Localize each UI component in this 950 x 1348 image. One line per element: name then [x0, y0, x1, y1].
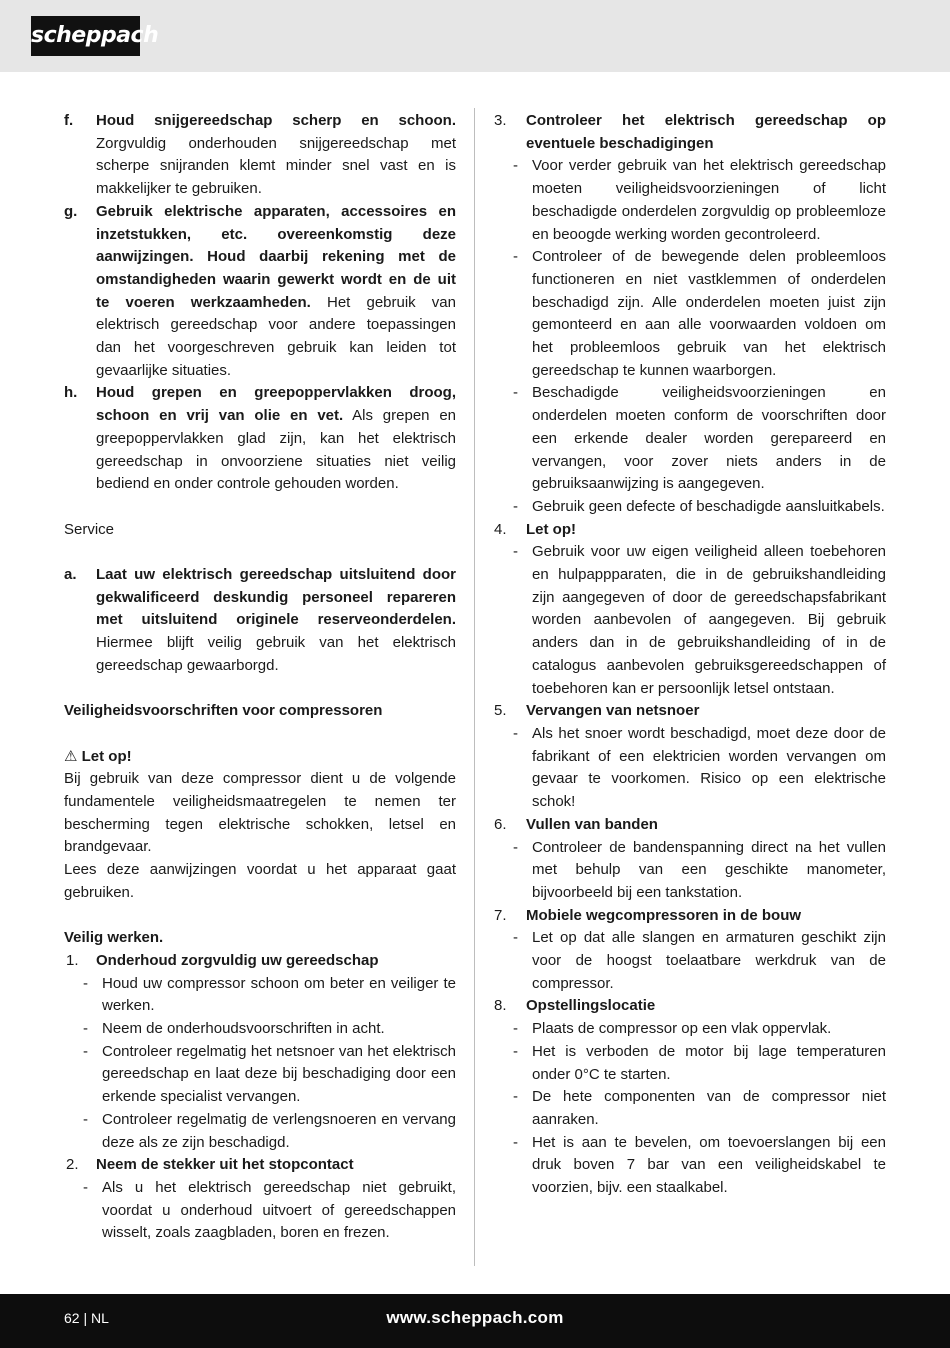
- item-text: Het gebruik van elektrisch gereedschap voor andere toepassingen dan het voorgeschreven gebruik kan leiden tot gevaarlijke situaties.: [96, 293, 456, 379]
- item-label: h.: [64, 384, 78, 402]
- scheppach-logo: scheppach: [31, 16, 140, 56]
- list-item-g: [64, 201, 456, 383]
- item-title: Let op!: [526, 520, 576, 538]
- item-title: Vullen van banden: [526, 815, 658, 833]
- dash-item: - De hete componenten van de compressor niet aanraken.: [513, 1088, 886, 1128]
- item-title: Vervangen van netsnoer: [526, 702, 700, 720]
- dash-item: - Het is verboden de motor bij lage temperaturen onder 0°C te starten.: [513, 1042, 886, 1083]
- item-number: 2.: [66, 1156, 79, 1174]
- dash-item: - Controleer regelmatig de verlengsnoeren en vervang deze als ze zijn beschadigd.: [83, 1110, 456, 1151]
- instruction-paragraph: Lees deze aanwijzingen voordat u het apparaat gaat gebruiken.: [64, 861, 456, 901]
- item-label: a.: [64, 566, 77, 584]
- item-number: 5.: [494, 702, 507, 720]
- item-number: 7.: [494, 906, 507, 924]
- dash-item: - Gebruik voor uw eigen veiligheid alleen toebehoren en hulpappparaten, die in de gebruikshandleiding zijn aangegeven of door de gereedschapsfabrikant worden aanbevolen of aangegeven. Bij gebruik anders dan in de gebruikshandleiding of in de catalogus aanbevolen gebruiksgereedschappen of toebehoren kan er persoonlijk letsel ontstaan.: [513, 543, 886, 697]
- numbered-item-6: [494, 814, 886, 837]
- item-number: 6.: [494, 815, 507, 833]
- safe-work-heading: Veilig werken.: [64, 929, 164, 947]
- item-text: Hiermee blijft veilig gebruik van het elektrisch gereedschap gewaarborgd.: [96, 634, 456, 674]
- numbered-item-2: [64, 1154, 456, 1177]
- dash-item: - Controleer of de bewegende delen probleemloos functioneren en niet vastklemmen of onderdelen beschadigd zijn. Alle onderdelen moeten juist zijn gemonteerd en aan alle voorwaarden voldoen om het probleemloos gebruik van het elektrisch gereedschap te kunnen waarborgen.: [513, 248, 886, 379]
- numbered-item-4: [494, 519, 886, 542]
- item-number: 1.: [66, 951, 79, 969]
- dash-item: - Beschadigde veiligheidsvoorzieningen en onderdelen moeten conform de voorschriften door een erkende dealer worden gerepareerd en vervangen, voor zover niets anders in de gebruiksaanwijzing is aangegeven.: [513, 384, 886, 493]
- column-divider: [474, 108, 475, 1266]
- warning-heading: [64, 746, 456, 769]
- item-bold-text: Houd snijgereedschap scherp en schoon.: [96, 112, 456, 129]
- item-title: Neem de stekker uit het stopcontact: [96, 1156, 354, 1174]
- dash-item: - Neem de onderhoudsvoorschriften in acht.: [83, 1020, 385, 1038]
- item-bold-text: Gebruik elektrische apparaten, accessoires en inzetstukken, etc. overeenkomstig deze aanwijzingen. Houd daarbij rekening met de omstandigheden waarin gewerkt wordt en de uit te voeren werkzaamheden.: [96, 202, 456, 311]
- item-bold-text: Laat uw elektrisch gereedschap uitsluitend door gekwalificeerd deskundig personeel repareren met uitsluitend originele reserveonderdelen.: [96, 566, 456, 629]
- item-title: Controleer het elektrisch gereedschap op eventuele beschadigingen: [526, 112, 886, 152]
- numbered-item-1: [64, 950, 456, 973]
- item-number: 4.: [494, 520, 507, 538]
- numbered-item-8: [494, 995, 886, 1018]
- item-title: Opstellingslocatie: [526, 997, 656, 1015]
- numbered-item-3: [494, 110, 886, 155]
- safety-heading: Veiligheidsvoorschriften voor compressoren: [64, 702, 383, 720]
- item-bold-text: Houd grepen en greepoppervlakken droog, schoon en vrij van olie en vet.: [96, 384, 456, 425]
- warning-paragraph: Bij gebruik van deze compressor dient u de volgende fundamentele veiligheidsmaatregelen te nemen ter bescherming tegen elektrische schokken, letsel en brandgevaar.: [64, 770, 456, 856]
- service-heading: Service: [64, 520, 115, 538]
- item-label: f.: [64, 112, 74, 129]
- warning-icon: ⚠: [64, 747, 78, 765]
- warning-label: Let op!: [77, 747, 132, 765]
- list-item-a: [64, 564, 456, 678]
- page-footer: [0, 1294, 950, 1348]
- item-text: Als grepen en greepoppervlakken glad zijn, kan het elektrisch gereedschap in onvoorziene situaties niet veilig bediend en onder controle gehouden worden.: [96, 407, 457, 493]
- item-label: g.: [64, 202, 78, 220]
- item-text: Zorgvuldig onderhouden snijgereedschap met scherpe snijranden klemt minder snel vast en is makkelijker te gebruiken.: [96, 134, 456, 198]
- dash-item: - Het is aan te bevelen, om toevoerslangen bij een druk boven 7 bar van een veiligheidskabel te voorzien, bijv. een staalkabel.: [513, 1133, 886, 1197]
- page-header: [0, 0, 950, 72]
- dash-item: - Gebruik geen defecte of beschadigde aansluitkabels.: [513, 497, 885, 515]
- website-link[interactable]: www.scheppach.com: [386, 1308, 564, 1327]
- numbered-item-7: [494, 905, 886, 928]
- item-number: 3.: [494, 112, 507, 129]
- dash-item: - Plaats de compressor op een vlak oppervlak.: [513, 1020, 832, 1038]
- item-title: Onderhoud zorgvuldig uw gereedschap: [96, 951, 379, 969]
- item-number: 8.: [494, 997, 507, 1015]
- left-column: [64, 110, 456, 1245]
- numbered-item-5: [494, 700, 886, 723]
- right-column: [494, 110, 886, 1200]
- dash-item: - Als u het elektrisch gereedschap niet gebruikt, voordat u onderhoud uitvoert of gereedschappen wisselt, zoals zaagbladen, boren en frezen.: [83, 1178, 456, 1242]
- dash-item: - Controleer de bandenspanning direct na het vullen met behulp van een geschikte manometer, bijvoorbeeld bij een tankstation.: [513, 838, 886, 901]
- dash-item: - Let op dat alle slangen en armaturen geschikt zijn voor de hoogst toelaatbare werkdruk van de compressor.: [513, 929, 886, 992]
- page-number: 62 | NL: [64, 1310, 109, 1326]
- dash-item: - Controleer regelmatig het netsnoer van het elektrisch gereedschap en laat deze bij beschadiging door een erkende specialist vervangen.: [83, 1042, 456, 1106]
- dash-item: - Voor verder gebruik van het elektrisch gereedschap moeten veiligheidsvoorzieningen of licht beschadigde onderdelen zorgvuldig op probleemloze en beoogde werking worden gecontroleerd.: [513, 157, 886, 243]
- item-title: Mobiele wegcompressoren in de bouw: [526, 906, 802, 924]
- dash-item: - Houd uw compressor schoon om beter en veiliger te werken.: [83, 974, 456, 1015]
- dash-item: - Als het snoer wordt beschadigd, moet deze door de fabrikant of een elektricien worden vervangen om gevaar te voorkomen. Risico op een elektrische schok!: [513, 724, 886, 811]
- list-item-h: [64, 382, 456, 496]
- list-item-f: [64, 110, 456, 201]
